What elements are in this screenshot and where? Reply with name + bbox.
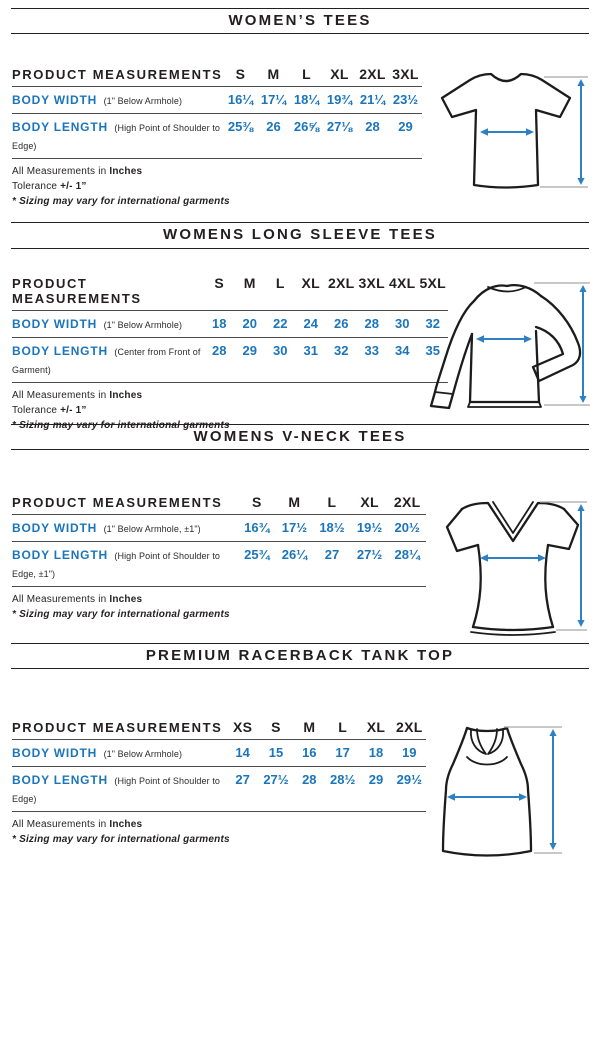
row-sublabel: (High Point of Shoulder to Edge) <box>12 123 221 152</box>
measurement-value: 18½ <box>319 519 345 535</box>
measurement-value: 32 <box>425 315 440 331</box>
section-title: WOMENS V-NECK TEES <box>193 427 407 445</box>
row-label: BODY LENGTH <box>12 343 108 358</box>
body-length-arrow <box>577 79 584 185</box>
front-neckline <box>467 757 507 765</box>
row-sublabel: (1" Below Armhole) <box>103 96 183 107</box>
garment-outline <box>443 728 531 856</box>
measurement-value: 28 <box>212 342 227 358</box>
left-sleeve <box>447 509 478 551</box>
section-header <box>11 222 589 248</box>
measurement-value: 26¼ <box>281 546 308 562</box>
short-sleeve-tee-icon <box>424 70 590 204</box>
section-title: PREMIUM RACERBACK TANK TOP <box>145 646 455 664</box>
measurement-value: 27 <box>324 546 340 562</box>
measurement-value: 17½ <box>281 519 308 535</box>
section-body <box>12 490 590 643</box>
row-sublabel: (1" Below Armhole) <box>103 319 183 330</box>
size-header: XL <box>301 274 320 291</box>
measurement-value: 29 <box>368 772 384 787</box>
note-text: All Measurements in <box>12 819 110 830</box>
size-header: 3XL <box>358 274 386 291</box>
measurement-value: 27 <box>235 772 250 787</box>
measurement-value: 16¼ <box>227 92 254 108</box>
measurement-value: 20½ <box>394 519 420 535</box>
long-sleeve-tee-icon <box>422 275 594 415</box>
size-header: 3XL <box>392 66 419 83</box>
table-row-body-length <box>12 767 426 812</box>
note-text: All Measurements in <box>12 166 110 178</box>
measurement-value: 27½ <box>356 546 383 562</box>
right-body-side <box>545 545 553 627</box>
table-row-body-width <box>12 87 422 114</box>
racerback-tank-icon <box>434 721 564 863</box>
body-width-arrow <box>447 793 527 800</box>
measurement-value: 28 <box>302 772 317 787</box>
row-sublabel: (High Point of Shoulder to Edge) <box>12 776 221 804</box>
measurement-value: 18 <box>368 745 384 760</box>
row-sublabel: (High Point of Shoulder to Edge, ±1") <box>12 550 221 579</box>
measurement-value: 29 <box>398 119 413 135</box>
size-header: L <box>302 66 311 83</box>
note-sizing-disclaimer: * Sizing may vary for international garments <box>12 196 230 208</box>
measurements-table <box>12 271 448 383</box>
size-header: S <box>251 493 262 510</box>
measurement-value: 20 <box>242 315 257 331</box>
size-header: 4XL <box>388 274 416 291</box>
row-label-cell <box>12 91 224 109</box>
size-header: S <box>271 719 281 735</box>
measurement-value: 29 <box>242 342 257 358</box>
measurements-table <box>12 490 426 587</box>
measurement-value: 30 <box>395 315 410 331</box>
measurement-value: 31 <box>303 342 318 358</box>
row-label: BODY WIDTH <box>12 746 98 760</box>
racerback-armhole-left <box>471 729 486 754</box>
row-label: BODY LENGTH <box>12 773 108 787</box>
size-header: M <box>288 493 301 510</box>
size-header: 2XL <box>396 719 423 735</box>
measurement-value: 18¼ <box>293 92 320 108</box>
section-womens-v-neck-tees <box>0 424 600 643</box>
measurement-value: 22 <box>273 315 288 331</box>
measurement-value: 32 <box>334 342 349 358</box>
section-title: WOMEN’S TEES <box>228 12 372 29</box>
note-text: All Measurements in <box>12 389 110 401</box>
row-label-cell <box>12 546 238 582</box>
table-row-body-length <box>12 114 422 159</box>
size-header: 2XL <box>359 66 386 83</box>
table-row-body-width <box>12 740 426 767</box>
size-header: L <box>338 719 348 735</box>
measurement-value: 25⅜ <box>227 119 254 135</box>
note-bold-text: +/- 1” <box>60 404 87 416</box>
size-header: S <box>214 274 225 291</box>
size-header: M <box>267 66 280 83</box>
body-length-arrow <box>577 504 584 627</box>
body-width-arrow <box>480 554 546 561</box>
measurement-value: 26 <box>334 315 349 331</box>
size-header: XS <box>233 719 253 735</box>
right-sleeve <box>548 509 578 549</box>
measurement-value: 19¾ <box>326 92 353 108</box>
row-sublabel: (1" Below Armhole) <box>103 749 183 759</box>
long-sleeve-tee-diagram <box>422 275 594 420</box>
measurement-value: 35 <box>425 342 440 358</box>
size-header: L <box>327 493 337 510</box>
measurements-table <box>12 715 426 812</box>
row-label-cell <box>12 118 224 154</box>
size-header: XL <box>366 719 386 735</box>
note-sizing-disclaimer: * Sizing may vary for international garments <box>12 834 230 845</box>
garment-outline <box>462 503 564 541</box>
left-body-side <box>473 545 481 627</box>
measurement-value: 21¼ <box>359 92 386 108</box>
size-header: 5XL <box>419 274 447 291</box>
table-header-row <box>12 62 422 87</box>
section-body <box>12 271 590 431</box>
row-label: BODY WIDTH <box>12 93 98 108</box>
row-label: BODY WIDTH <box>12 316 98 331</box>
row-label: BODY WIDTH <box>12 520 98 535</box>
row-label-cell <box>12 342 204 378</box>
table-header-row <box>12 490 426 515</box>
size-header: M <box>303 719 316 735</box>
size-header: S <box>235 66 246 83</box>
body-width-arrow <box>476 335 532 342</box>
section-premium-racerback-tank-top <box>0 643 600 1049</box>
measurement-value: 28½ <box>329 772 356 787</box>
garment-outline <box>474 285 541 301</box>
size-header: 2XL <box>393 493 421 510</box>
measurement-value: 28 <box>365 119 380 135</box>
measurement-value: 16 <box>302 745 317 760</box>
garment-outline <box>442 74 570 188</box>
table-header-row <box>12 271 448 311</box>
note-bold-text: Inches <box>109 819 143 830</box>
table-header-label: PRODUCT MEASUREMENTS <box>12 67 223 83</box>
size-header: M <box>243 274 256 291</box>
tshirt-diagram <box>424 70 590 209</box>
measurement-value: 17 <box>335 745 350 760</box>
left-body-side <box>470 334 472 402</box>
section-body <box>12 62 590 222</box>
row-label-cell <box>12 315 204 333</box>
row-label-cell <box>12 744 226 762</box>
section-title: WOMENS LONG SLEEVE TEES <box>163 226 437 244</box>
v-neck-tee-icon <box>432 492 588 642</box>
measurement-value: 27½ <box>263 772 289 787</box>
hem-line <box>473 627 553 630</box>
body-length-arrow <box>579 285 586 403</box>
racerback-tank-diagram <box>434 721 564 868</box>
measurement-value: 14 <box>235 745 250 760</box>
note-text: All Measurements in <box>12 593 110 605</box>
note-text: Tolerance <box>12 404 61 416</box>
measurement-value: 15 <box>268 745 284 760</box>
row-label: BODY LENGTH <box>12 547 108 562</box>
measurement-value: 34 <box>395 342 410 358</box>
note-bold-text: Inches <box>109 389 143 401</box>
measurement-value: 30 <box>273 342 288 358</box>
size-header: XL <box>330 66 349 83</box>
table-row-body-length <box>12 338 448 383</box>
measurements-table <box>12 62 422 159</box>
size-header: 2XL <box>327 274 355 291</box>
row-label-cell <box>12 519 238 537</box>
right-sleeve <box>533 296 580 381</box>
measurement-value: 27⅛ <box>326 119 353 135</box>
section-body <box>12 715 590 1049</box>
size-header: XL <box>360 493 379 510</box>
note-text: Tolerance <box>12 181 61 193</box>
measurement-value: 24 <box>303 315 318 331</box>
table-header-label: PRODUCT MEASUREMENTS <box>12 720 223 735</box>
measurement-value: 19 <box>402 745 417 760</box>
body-width-arrow <box>480 129 534 136</box>
measurement-value: 19½ <box>356 519 383 535</box>
row-label: BODY LENGTH <box>12 120 108 135</box>
note-bold-text: Inches <box>109 593 143 605</box>
measurement-value: 17¼ <box>260 92 287 108</box>
table-row-body-length <box>12 542 426 587</box>
section-womens-tees <box>0 8 600 222</box>
measurement-value: 33 <box>364 342 379 358</box>
body-length-arrow <box>549 729 556 850</box>
table-header-label: PRODUCT MEASUREMENTS <box>12 494 223 510</box>
measurement-value: 29½ <box>396 772 422 787</box>
measurement-value: 28¼ <box>394 546 420 562</box>
measurement-value: 26⅝ <box>293 119 320 135</box>
table-header-label: PRODUCT MEASUREMENTS <box>12 275 142 306</box>
v-neck-tee-diagram <box>432 492 588 647</box>
racerback-armhole-right <box>488 729 503 754</box>
table-header-row <box>12 715 426 740</box>
row-sublabel: (Center from Front of Garment) <box>12 346 201 375</box>
measurement-value: 25¾ <box>244 546 270 562</box>
table-row-body-width <box>12 311 448 338</box>
measurement-value: 18 <box>212 315 227 331</box>
measurement-value: 23½ <box>392 92 419 108</box>
row-label-cell <box>12 771 226 807</box>
row-sublabel: (1" Below Armhole, ±1") <box>103 523 201 534</box>
cuff-line <box>435 392 453 394</box>
hem-band <box>471 632 555 635</box>
note-sizing-disclaimer: * Sizing may vary for international garments <box>12 419 230 431</box>
table-row-body-width <box>12 515 426 542</box>
section-womens-long-sleeve-tees <box>0 222 600 431</box>
section-header <box>11 8 589 34</box>
size-header: L <box>275 274 285 291</box>
note-bold-text: +/- 1” <box>60 181 87 193</box>
measurement-value: 16¾ <box>244 519 270 535</box>
note-bold-text: Inches <box>109 166 143 178</box>
note-sizing-disclaimer: * Sizing may vary for international garments <box>12 608 230 620</box>
measurement-value: 26 <box>266 119 281 135</box>
collar-line <box>493 502 533 533</box>
measurement-value: 28 <box>364 315 379 331</box>
